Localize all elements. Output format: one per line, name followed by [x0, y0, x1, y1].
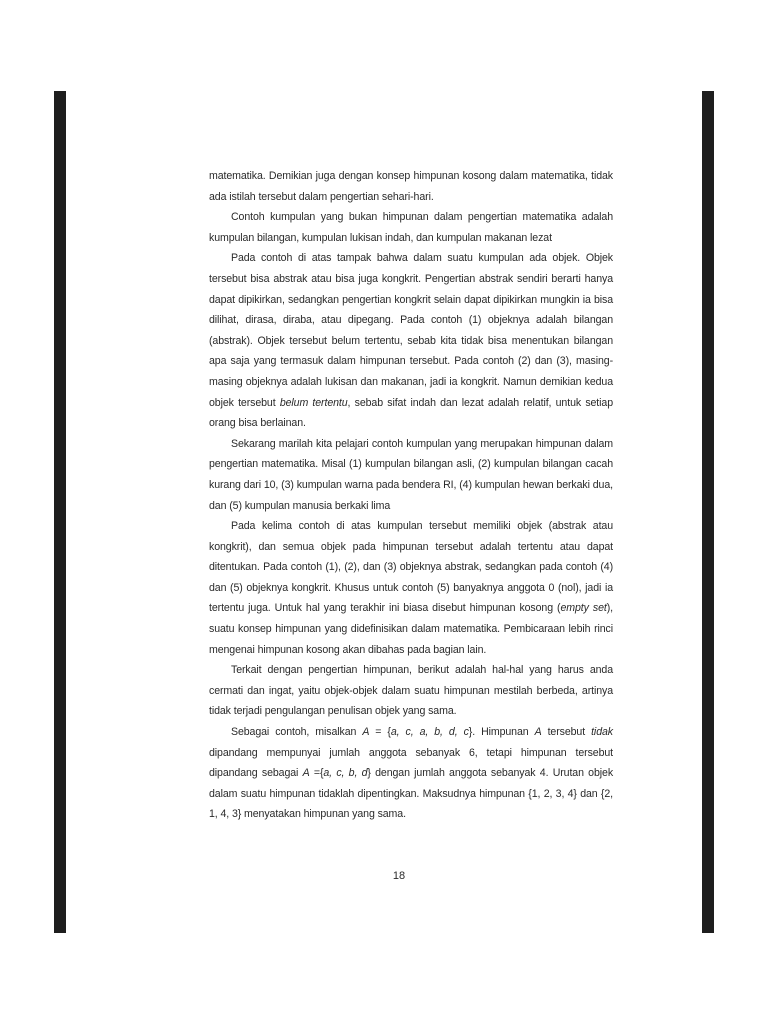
paragraph — [209, 166, 613, 207]
page-number: 18 — [392, 870, 406, 882]
italic-text: a, c, a, b, d, c — [390, 726, 469, 739]
text-segment: Terkait dengan pengertian himpunan, berikut adalah hal-hal yang harus anda cermati dan ingat, yaitu objek-objek dalam suatu himpunan mestilah berbeda, artinya tidak terjadi pengulangan penulisan objek yang sama. — [209, 664, 613, 718]
scan-edge-right — [702, 91, 714, 933]
text-segment: ), suatu konsep himpunan yang didefinisikan dalam matematika. Pembicaraan lebih rinci mengenai himpunan kosong akan dibahas pada bagian lain. — [209, 602, 613, 656]
italic-text: A — [362, 726, 370, 739]
paragraph — [209, 722, 613, 825]
text-segment: matematika. Demikian juga dengan konsep himpunan kosong dalam matematika, tidak ada istilah tersebut dalam pengertian sehari-hari. — [209, 170, 613, 203]
paragraph — [209, 660, 613, 722]
text-segment: , sebab sifat indah dan lezat adalah relatif, untuk setiap orang bisa berlainan. — [209, 396, 613, 430]
page-body-text — [209, 166, 613, 825]
paragraph — [209, 434, 613, 516]
italic-text: belum tertentu — [279, 396, 348, 409]
scan-edge-left — [54, 91, 66, 933]
italic-text: tidak — [591, 726, 613, 739]
italic-text: a, c, b, d — [323, 767, 368, 780]
text-segment: Pada contoh di atas tampak bahwa dalam suatu kumpulan ada objek. Objek tersebut bisa abstrak atau bisa juga kongkrit. Pengertian abstrak sendiri berarti hanya dapat dipikirkan, sedangkan pengertian kongkrit selain dapat dipikirkan mungkin ia bisa dilihat, dirasa, diraba, atau dipegang. Pada contoh (1) objeknya adalah bilangan (abstrak). Objek tersebut belum tertentu, sebab kita tidak bisa menentukan bilangan apa saja yang termasuk dalam himpunan tersebut. Pada contoh (2) dan (3), masing-masing objeknya adalah lukisan dan makanan, jadi ia kongkrit. Namun demikian kedua objek tersebut — [209, 252, 613, 409]
text-segment: dipandang mempunyai jumlah anggota sebanyak 6, tetapi himpunan tersebut dipandang sebagai — [209, 746, 613, 780]
italic-text: empty set — [560, 602, 607, 615]
paragraph — [209, 248, 613, 433]
paragraph — [209, 207, 613, 248]
text-segment: Contoh kumpulan yang bukan himpunan dalam pengertian matematika adalah kumpulan bilangan, kumpulan lukisan indah, dan kumpulan makanan lezat — [209, 211, 613, 244]
text-segment: }. Himpunan — [468, 726, 535, 739]
text-segment: tersebut — [541, 726, 592, 739]
text-segment: Pada kelima contoh di atas kumpulan tersebut memiliki objek (abstrak atau kongkrit), dan semua objek pada himpunan tersebut adalah tertentu atau dapat ditentukan. Pada contoh (1), (2), dan (3) objeknya abstrak, sedangkan pada contoh (4) dan (5) objeknya kongkrit. Khusus untuk contoh (5) banyaknya anggota 0 (nol), jadi ia tertentu juga. Untuk hal yang terakhir ini biasa disebut himpunan kosong ( — [209, 520, 613, 615]
paragraph — [209, 516, 613, 660]
text-segment: } dengan jumlah anggota sebanyak 4. Urutan objek dalam suatu himpunan tidaklah dipentingkan. Maksudnya himpunan {1, 2, 3, 4} dan {2, 1, 4, 3} menyatakan himpunan yang sama. — [209, 767, 614, 821]
text-segment: = { — [369, 726, 391, 739]
italic-text: A — [302, 767, 310, 780]
text-segment: Sebagai contoh, misalkan — [231, 726, 363, 739]
italic-text: A — [534, 726, 542, 739]
text-segment: ={ — [309, 767, 324, 780]
text-segment: Sekarang marilah kita pelajari contoh kumpulan yang merupakan himpunan dalam pengertian matematika. Misal (1) kumpulan bilangan asli, (2) kumpulan bilangan cacah kurang dari 10, (3) kumpulan warna pada bendera RI, (4) kumpulan hewan berkaki dua, dan (5) kumpulan manusia berkaki lima — [209, 437, 613, 512]
